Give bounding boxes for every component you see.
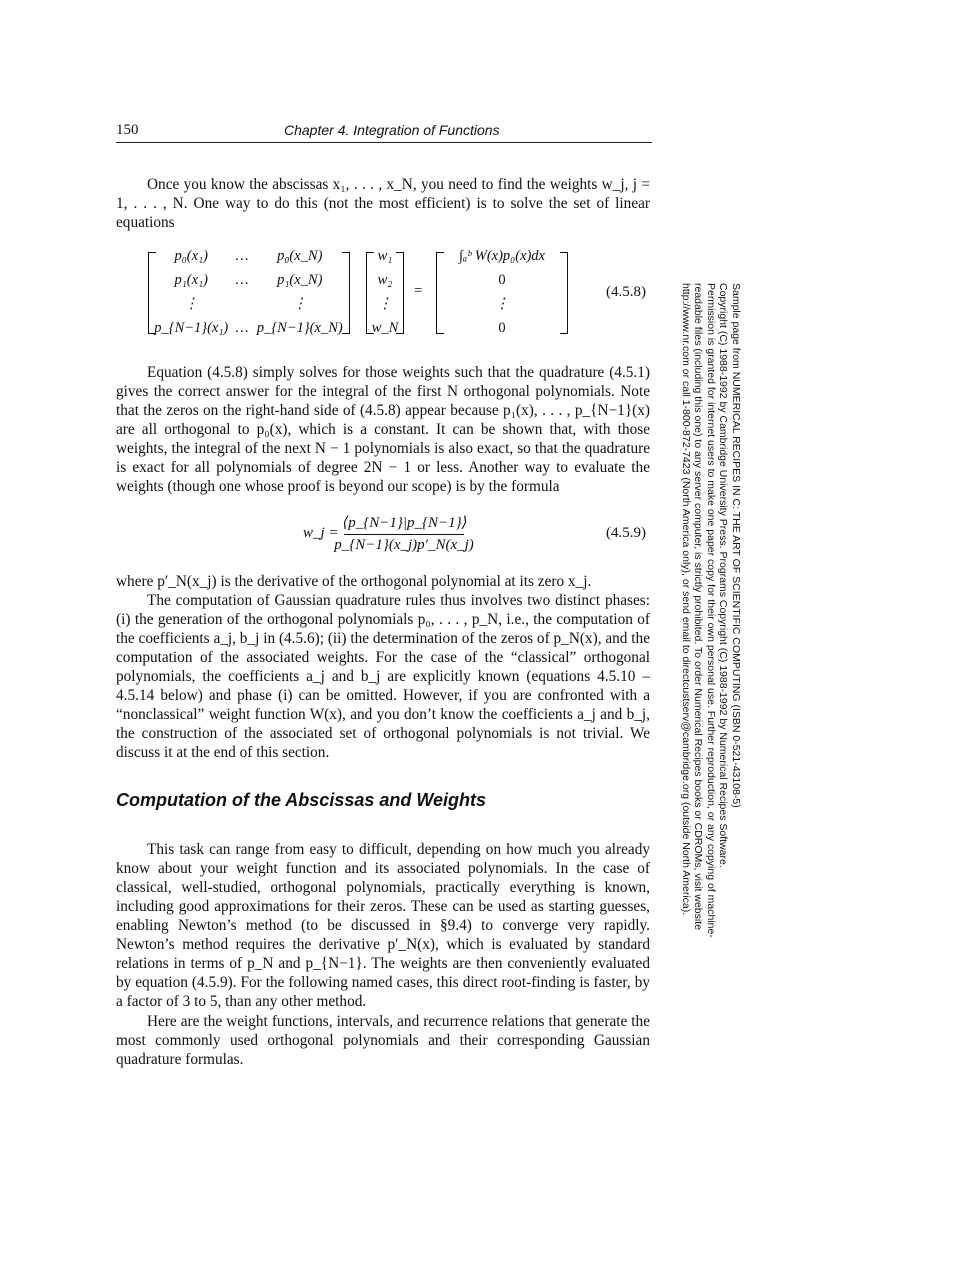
vector-cell: w_N (371, 319, 399, 336)
copyright-line: Permission is granted for internet users to make one paper copy for their own personal use. Further reproduction, or any copying of machine- (705, 283, 717, 938)
body-paragraph: Equation (4.5.8) simply solves for those weights such that the quadrature (4.5.1) gives the correct answer for the integral of the first N orthogonal polynomials. Note that the zeros on the right-hand side of (4.5.8) appear because p₁(x), . . . , p_{N−1}(x) are all orthogonal to p₀(x), which is a constant. It can be shown that, with those weights, the integral of the next N − 1 polynomials is also exact, so that the quadrature is exact for all polynomials of degree 2N − 1 or less. Another way to evaluate the weights (though one whose proof is beyond our scope) is by the formula (116, 364, 650, 495)
fraction-denominator: p_{N−1}(x_j)p′_N(x_j) (334, 537, 474, 553)
copyright-line: Sample page from NUMERICAL RECIPES IN C: THE ART OF SCIENTIFIC COMPUTING (ISBN 0-521-43108-5) (730, 283, 742, 808)
intro-paragraph: Once you know the abscissas x₁, . . . , x_N, you need to find the weights w_j, j = 1, . . . , N. One way to do this (not the most efficient) is to solve the set of linear equations (116, 176, 650, 231)
running-head: Chapter 4. Integration of Functions (284, 122, 500, 138)
fraction-numerator: ⟨p_{N−1}|p_{N−1}⟩ (342, 515, 468, 531)
matrix-cell: p₀(x₁) (174, 247, 208, 264)
matrix-cell: p_{N−1}(x₁) (154, 319, 229, 336)
equation-lhs: w_j = (303, 525, 339, 541)
vector-cell: ⋮ (377, 295, 393, 312)
matrix-cell: p₁(x₁) (174, 271, 208, 288)
equals-sign: = (414, 283, 423, 299)
vector-cell: ∫ₐᵇ W(x)p₀(x)dx (459, 247, 545, 264)
copyright-line: readable files (including this one) to any server computer, is strictly prohibited. To order Numerical Recipes books or CDROMs, visit website (692, 283, 705, 930)
page-number: 150 (116, 122, 139, 138)
matrix-cell: p₀(x_N) (277, 247, 323, 264)
body-paragraph: Here are the weight functions, intervals, and recurrence relations that generate the most commonly used orthogonal polynomials and their corresponding Gaussian quadrature formulas. (116, 1013, 650, 1068)
section-title: Computation of the Abscissas and Weights (116, 790, 487, 810)
fraction-bar (344, 534, 464, 535)
body-paragraph: This task can range from easy to difficult, depending on how much you already know about your weight function and its associated polynomials. In the case of classical, well-studied, orthogonal polynomials, practically everything is known, including good approximations for their zeros. These can be used as starting guesses, enabling Newton’s method (to be discussed in §9.4) to converge very rapidly. Newton’s method requires the derivative p′_N(x), which is evaluated by standard relations in terms of p_N and p_{N−1}. The weights are then conveniently evaluated by equation (4.5.9). For the following named cases, this direct root-finding is faster, by a factor of 3 to 5, than any other method. (116, 841, 650, 1010)
matrix-cell: ⋮ (292, 295, 308, 312)
body-paragraph: The computation of Gaussian quadrature rules thus involves two distinct phases: (i) the generation of the orthogonal polynomials p₀, . . . , p_N, i.e., the computation of the coefficients a_j, b_j in (4.5.6); (ii) the determination of the zeros of p_N(x), and the computation of the associated weights. For the case of the “classical” orthogonal polynomials, the coefficients a_j and b_j are explicitly known (equations 4.5.10 – 4.5.14 below) and phase (i) can be omitted. However, if you are confronted with a “nonclassical” weight function W(x), and you don’t know the coefficients a_j and b_j, the construction of the associated set of orthogonal polynomials is not trivial. We discuss it at the end of this section. (116, 592, 650, 761)
equation-number: (4.5.8) (606, 284, 646, 300)
copyright-line: http://www.nr.com or call 1-800-872-7423 (North America only), or send email to directcustserv@cambridge.org (outside North America). (680, 283, 692, 916)
vector-cell: w₂ (377, 271, 393, 288)
vector-cell: 0 (498, 271, 506, 288)
matrix-cell: … (235, 247, 249, 264)
matrix-cell (234, 292, 249, 316)
polynomial-matrix (148, 247, 350, 336)
weight-vector (366, 247, 404, 336)
page-header (116, 120, 652, 143)
matrix-cell: … (235, 319, 249, 336)
rhs-vector (436, 247, 568, 336)
vector-cell: w₁ (377, 247, 393, 264)
vector-cell: 0 (498, 319, 506, 336)
body-paragraph: where p′_N(x_j) is the derivative of the orthogonal polynomial at its zero x_j. (116, 573, 592, 590)
matrix-cell: ⋮ (183, 295, 199, 312)
vector-cell: ⋮ (494, 295, 510, 312)
copyright-line: Copyright (C) 1988-1992 by Cambridge University Press. Programs Copyright (C) 1988-1992 by Numerical Recipes Software. (717, 283, 730, 868)
equation-number: (4.5.9) (606, 525, 646, 541)
matrix-cell: p_{N−1}(x_N) (256, 319, 343, 336)
copyright-notice (680, 283, 743, 938)
matrix-cell: … (235, 271, 249, 288)
matrix-cell: p₁(x_N) (277, 271, 323, 288)
